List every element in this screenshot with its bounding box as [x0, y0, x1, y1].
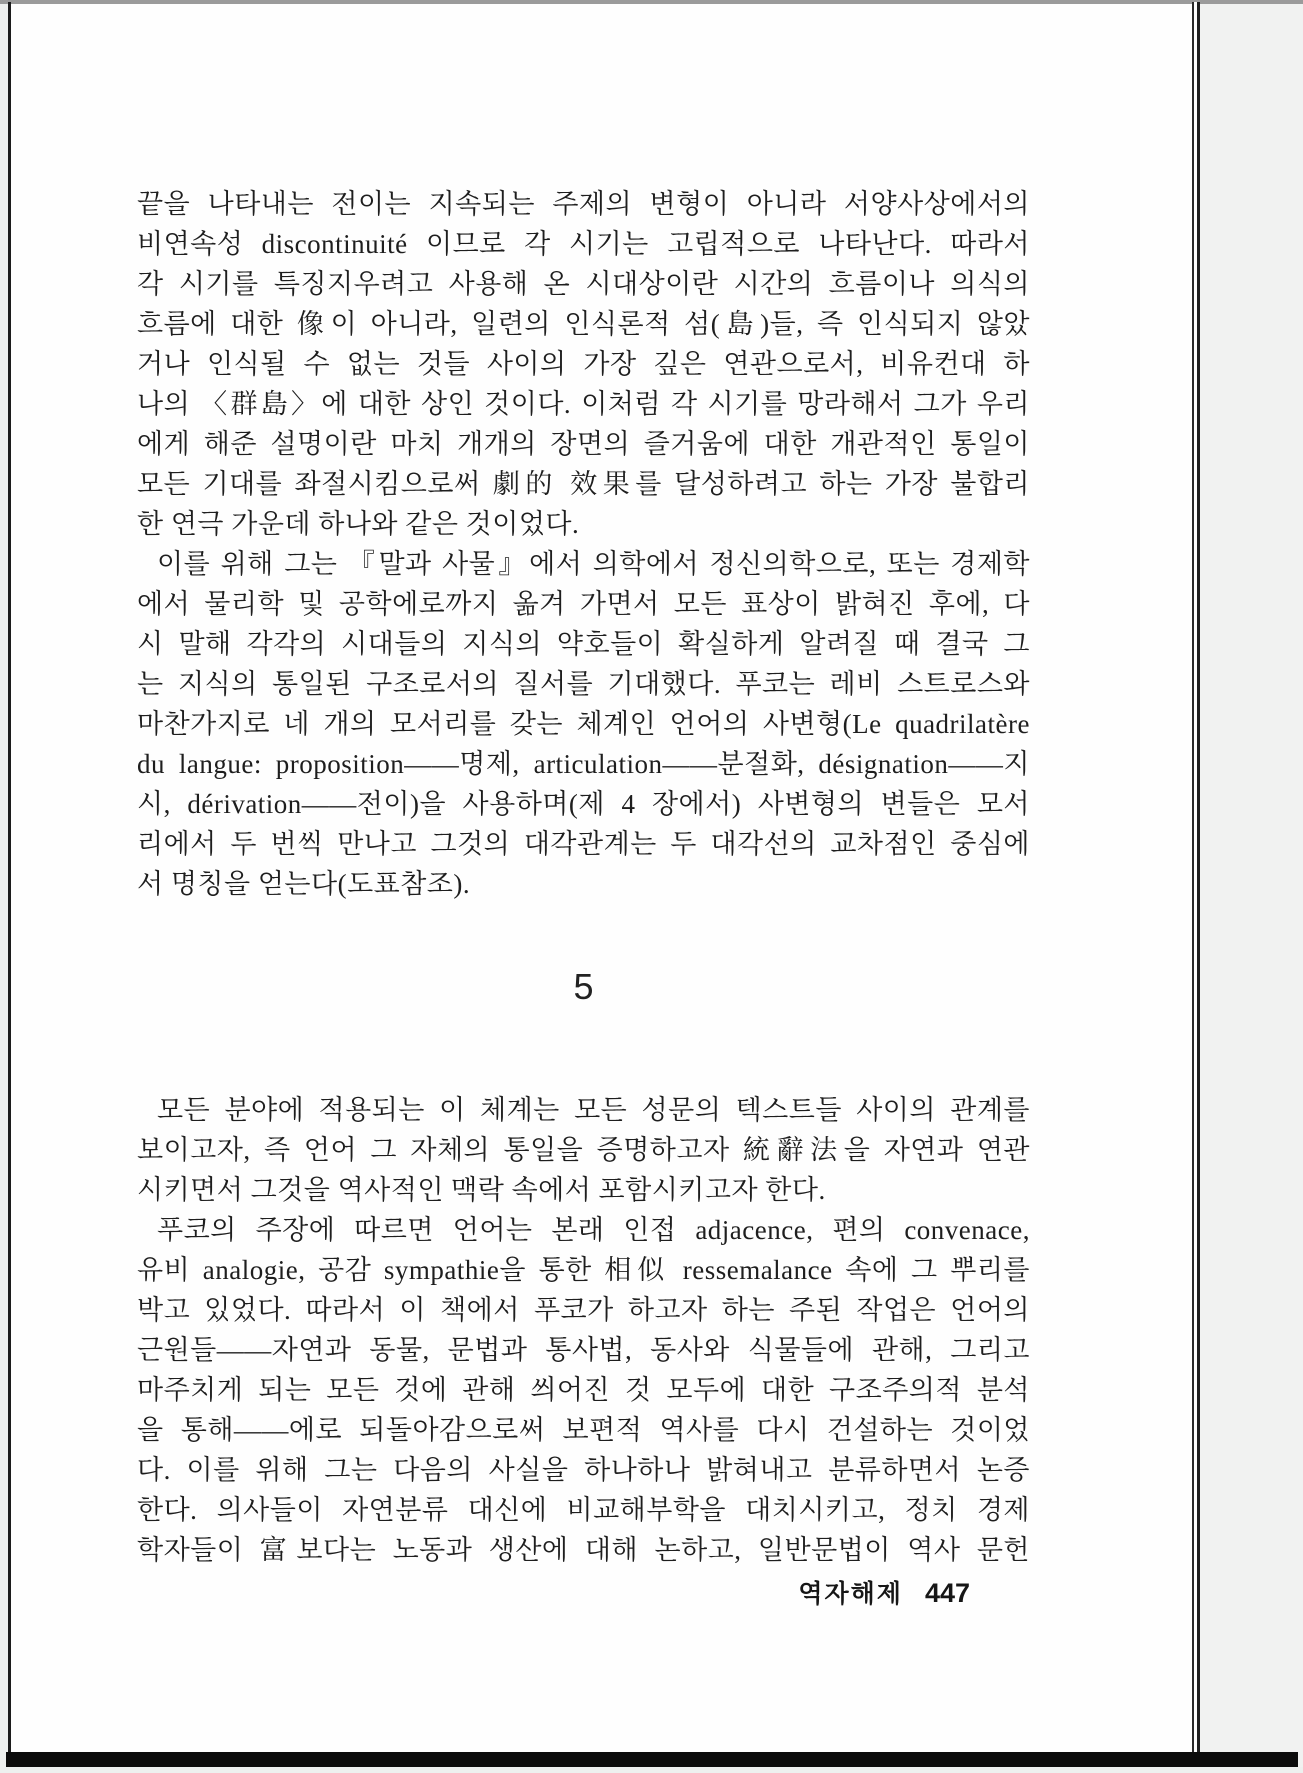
text-line: 푸코의 주장에 따르면 언어는 본래 인접 adjacence, 편의 convenace, — [157, 1215, 1030, 1245]
page-border-bottom — [6, 1752, 1298, 1767]
text-line: 나의 〈群島〉에 대한 상인 것이다. 이처럼 각 시기를 망라해서 그가 우리 — [137, 389, 1030, 419]
section-number-heading: 5 — [573, 966, 594, 1007]
text-line: 보이고자, 즉 언어 그 자체의 통일을 증명하고자 統辭法을 자연과 연관 — [137, 1135, 1030, 1165]
text-line: du langue: proposition——명제, articulation——분절화, désignation——지 — [137, 749, 1030, 779]
text-line: 학자들이 富보다는 노동과 생산에 대해 논하고, 일반문법이 역사 문헌 — [137, 1535, 1030, 1565]
text-line: 거나 인식될 수 없는 것들 사이의 가장 깊은 연관으로서, 비유컨대 하 — [137, 349, 1030, 379]
text-line: 끝을 나타내는 전이는 지속되는 주제의 변형이 아니라 서양사상에서의 — [137, 189, 1030, 219]
running-title: 역자해제 — [798, 1581, 903, 1608]
text-line: 한다. 의사들이 자연분류 대신에 비교해부학을 대치시키고, 정치 경제 — [137, 1495, 1030, 1525]
text-line: 시 말해 각각의 시대들의 지식의 약호들이 확실하게 알려질 때 결국 그 — [137, 629, 1030, 659]
text-line: 마주치게 되는 모든 것에 관해 씌어진 것 모두에 대한 구조주의적 분석 — [137, 1375, 1030, 1405]
page-border-right — [1192, 2, 1200, 1758]
text-line: 모든 기대를 좌절시킴으로써 劇的 效果를 달성하려고 하는 가장 불합리 — [137, 469, 1030, 499]
body-text-block-1 — [137, 184, 1030, 904]
text-line: 는 지식의 통일된 구조로서의 질서를 기대했다. 푸코는 레비 스트로스와 — [137, 669, 1030, 699]
text-line: 에게 해준 설명이란 마치 개개의 장면의 즐거움에 대한 개관적인 통일이 — [137, 429, 1030, 459]
text-line: 다. 이를 위해 그는 다음의 사실을 하나하나 밝혀내고 분류하면서 논증 — [137, 1455, 1030, 1485]
page-footer — [137, 1574, 1030, 1610]
text-line: 을 통해——에로 되돌아감으로써 보편적 역사를 다시 건설하는 것이었 — [137, 1415, 1030, 1445]
body-text-block-2 — [137, 1090, 1030, 1570]
text-line: 비연속성 discontinuité 이므로 각 시기는 고립적으로 나타난다. 따라서 — [137, 229, 1030, 259]
text-line: 서 명칭을 얻는다(도표참조). — [137, 869, 471, 899]
page-number: 447 — [924, 1578, 970, 1608]
text-line: 리에서 두 번씩 만나고 그것의 대각관계는 두 대각선의 교차점인 중심에 — [137, 829, 1030, 859]
text-line: 시키면서 그것을 역사적인 맥락 속에서 포함시키고자 한다. — [137, 1175, 826, 1205]
text-line: 시, dérivation——전이)을 사용하며(제 4 장에서) 사변형의 변들은 모서 — [137, 789, 1030, 819]
text-line: 흐름에 대한 像이 아니라, 일련의 인식론적 섬(島)들, 즉 인식되지 않았 — [137, 309, 1030, 339]
text-line: 이를 위해 그는 『말과 사물』에서 의학에서 정신의학으로, 또는 경제학 — [157, 549, 1030, 579]
text-line: 유비 analogie, 공감 sympathie을 통한 相似 ressemalance 속에 그 뿌리를 — [137, 1255, 1030, 1285]
text-line: 에서 물리학 및 공학에로까지 옮겨 가면서 모든 표상이 밝혀진 후에, 다 — [137, 589, 1030, 619]
text-line: 한 연극 가운데 하나와 같은 것이었다. — [137, 509, 580, 539]
text-line: 근원들——자연과 동물, 문법과 통사법, 동사와 식물들에 관해, 그리고 — [137, 1335, 1030, 1365]
text-line: 각 시기를 특징지우려고 사용해 온 시대상이란 시간의 흐름이나 의식의 — [137, 269, 1030, 299]
page-border-left — [8, 2, 11, 1758]
scan-gutter-right — [1200, 2, 1303, 1767]
text-line: 박고 있었다. 따라서 이 책에서 푸코가 하고자 하는 주된 작업은 언어의 — [137, 1295, 1030, 1325]
text-line: 모든 분야에 적용되는 이 체계는 모든 성문의 텍스트들 사이의 관계를 — [157, 1095, 1030, 1125]
text-line: 마찬가지로 네 개의 모서리를 갖는 체계인 언어의 사변형(Le quadrilatère — [137, 709, 1030, 739]
page-border-top — [0, 0, 1303, 4]
